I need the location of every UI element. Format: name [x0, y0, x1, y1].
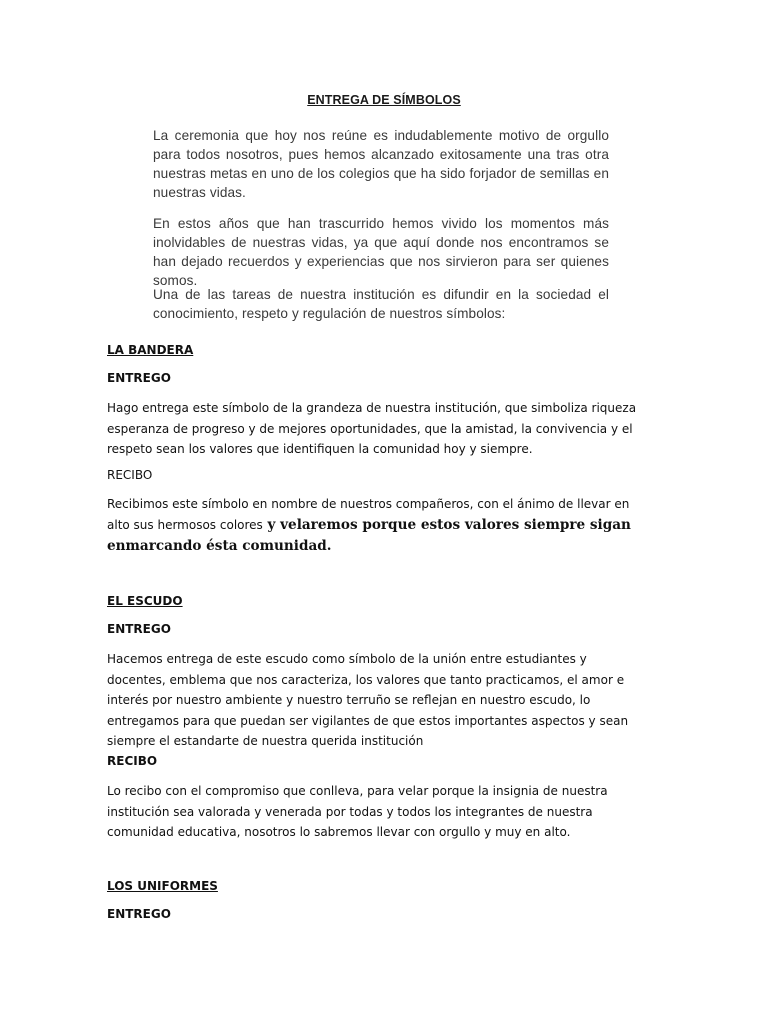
escudo-recibo-text: Lo recibo con el compromiso que conlleva, para velar porque la insignia de nuestra institución sea valorada y venerada por todas y todos los integrantes de nuestra comunidad educativa, nosotros lo sabremos llevar con orgullo y muy en alto.: [107, 784, 608, 839]
entrego-label: ENTREGO: [107, 907, 171, 921]
bandera-recibo-text-tail: y velaremos porque estos valores siempre sigan enmarcando ésta comunidad.: [107, 516, 631, 554]
section-heading-uniformes: LOS UNIFORMES: [107, 879, 218, 893]
bandera-recibo-text-main: Recibimos este símbolo en nombre de nuestros compañeros, con el ánimo de llevar en alto sus hermosos colores: [107, 497, 630, 532]
intro-paragraph: Una de las tareas de nuestra institución es difundir en la sociedad el conocimiento, respeto y regulación de nuestros símbolos:: [153, 287, 609, 321]
entrego-label: ENTREGO: [107, 622, 171, 636]
recibo-label: RECIBO: [107, 754, 158, 768]
intro-paragraph: En estos años que han trascurrido hemos vivido los momentos más inolvidables de nuestras vidas, ya que aquí donde nos encontramos se han dejado recuerdos y experiencias que nos sirvieron para ser quienes somos.: [153, 216, 609, 288]
intro-paragraph: La ceremonia que hoy nos reúne es indudablemente motivo de orgullo para todos nosotros, pues hemos alcanzado exitosamente una tras otra nuestras metas en uno de los colegios que ha sido forjador de semillas en nuestras vidas.: [153, 128, 609, 200]
escudo-entrego-text: Hacemos entrega de este escudo como símbolo de la unión entre estudiantes y docentes, emblema que nos caracteriza, los valores que tanto practicamos, el amor e interés por nuestro ambiente y nuestro terruño se reflejan en nuestro escudo, lo entregamos para que puedan ser vigilantes de que estos importantes aspectos y sean siempre el estandarte de nuestra querida institución: [107, 652, 629, 748]
section-heading-bandera: LA BANDERA: [107, 343, 194, 357]
bandera-recibo-text: [107, 494, 637, 557]
document-title: ENTREGA DE SÍMBOLOS: [307, 93, 461, 107]
recibo-label: RECIBO: [107, 468, 153, 482]
section-heading-escudo: EL ESCUDO: [107, 594, 183, 608]
bandera-entrego-text: Hago entrega este símbolo de la grandeza de nuestra institución, que simboliza riqueza esperanza de progreso y de mejores oportunidades, que la amistad, la convivencia y el respeto sean los valores que identifiquen la comunidad hoy y siempre.: [107, 401, 637, 456]
entrego-label: ENTREGO: [107, 371, 171, 385]
